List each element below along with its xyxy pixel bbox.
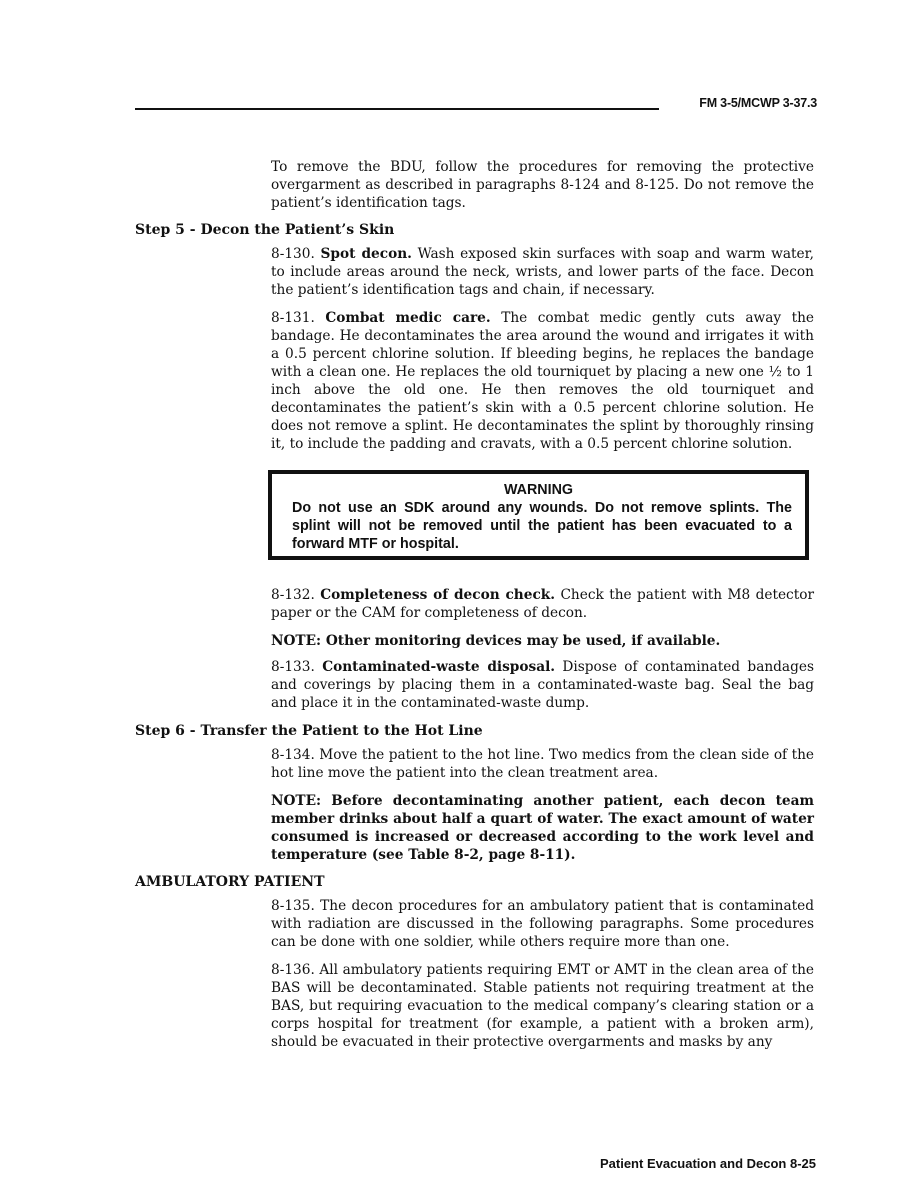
intro-paragraph: To remove the BDU, follow the procedures for removing the protective overgarment as described in paragraphs 8-124 and 8-125. Do not remove the patient’s identification tags. (271, 159, 814, 211)
para-text: The combat medic gently cuts away the bandage. He decontaminates the area around the wound and irrigates it with a 0.5 percent chlorine solution. If bleeding begins, he replaces the bandage with a clean one. He replaces the old tourniquet by placing a new one ½ to 1 inch above the old one. He then removes the old tourniquet and decontaminates the patient’s skin with a 0.5 percent chlorine solution. He does not remove a splint. He decontaminates the splint by thoroughly rinsing it, to include the padding and cravats, with a 0.5 percent chlorine solution. (271, 310, 815, 452)
paragraph-8-133 (271, 658, 814, 712)
paragraph-8-132 (271, 586, 814, 622)
para-num: 8-132. (271, 587, 315, 603)
para-lead: Combat medic care. (325, 310, 491, 326)
step5-heading: Step 5 - Decon the Patient’s Skin (135, 222, 395, 238)
para-num: 8-131. (271, 310, 315, 326)
para-lead: Completeness of decon check. (320, 587, 556, 603)
paragraph-8-131 (271, 309, 814, 453)
warning-text: Do not use an SDK around any wounds. Do not remove splints. The splint will not be removed until the patient has been evacuated to a forward MTF or hospital. (292, 500, 792, 552)
para-num: 8-130. (271, 246, 315, 262)
para-lead: Contaminated-waste disposal. (322, 659, 556, 675)
header-rule (135, 108, 659, 110)
paragraph-8-134: 8-134. Move the patient to the hot line. Two medics from the clean side of the hot line move the patient into the clean treatment area. (271, 747, 814, 781)
warning-box (268, 470, 809, 560)
warning-title: WARNING (503, 482, 574, 498)
paragraph-8-136: 8-136. All ambulatory patients requiring EMT or AMT in the clean area of the BAS will be decontaminated. Stable patients not requiring treatment at the BAS, but requiring evacuation to the medical company’s clearing station or a corps hospital for treatment (for example, a patient with a broken arm), should be evacuated in their protective overgarments and masks by any (271, 962, 814, 1050)
footer-text: Patient Evacuation and Decon 8-25 (599, 1156, 816, 1171)
para-text: Wash exposed skin surfaces with soap and warm water, to include areas around the neck, wrists, and lower parts of the face. Decon the patient’s identification tags and chain, if necessary. (271, 246, 814, 298)
paragraph-8-135: 8-135. The decon procedures for an ambulatory patient that is contaminated with radiation are discussed in the following paragraphs. Some procedures can be done with one soldier, while others require more than one. (271, 898, 814, 950)
note-water: NOTE: Before decontaminating another patient, each decon team member drinks about half a quart of water. The exact amount of water consumed is increased or decreased according to the work level and temperature (see Table 8-2, page 8-11). (271, 793, 814, 863)
header-code: FM 3-5/MCWP 3-37.3 (699, 96, 817, 110)
para-num: 8-133. (271, 659, 315, 675)
ambulatory-heading: AMBULATORY PATIENT (135, 874, 325, 890)
para-lead: Spot decon. (320, 246, 412, 262)
para-text: Check the patient with M8 detector paper or the CAM for completeness of decon. (271, 587, 814, 621)
note-monitoring: NOTE: Other monitoring devices may be used, if available. (271, 633, 721, 649)
step6-heading: Step 6 - Transfer the Patient to the Hot Line (135, 723, 483, 739)
para-text: Dispose of contaminated bandages and coverings by placing them in a contaminated-waste bag. Seal the bag and place it in the contaminated-waste dump. (271, 659, 814, 711)
paragraph-8-130 (271, 245, 814, 299)
